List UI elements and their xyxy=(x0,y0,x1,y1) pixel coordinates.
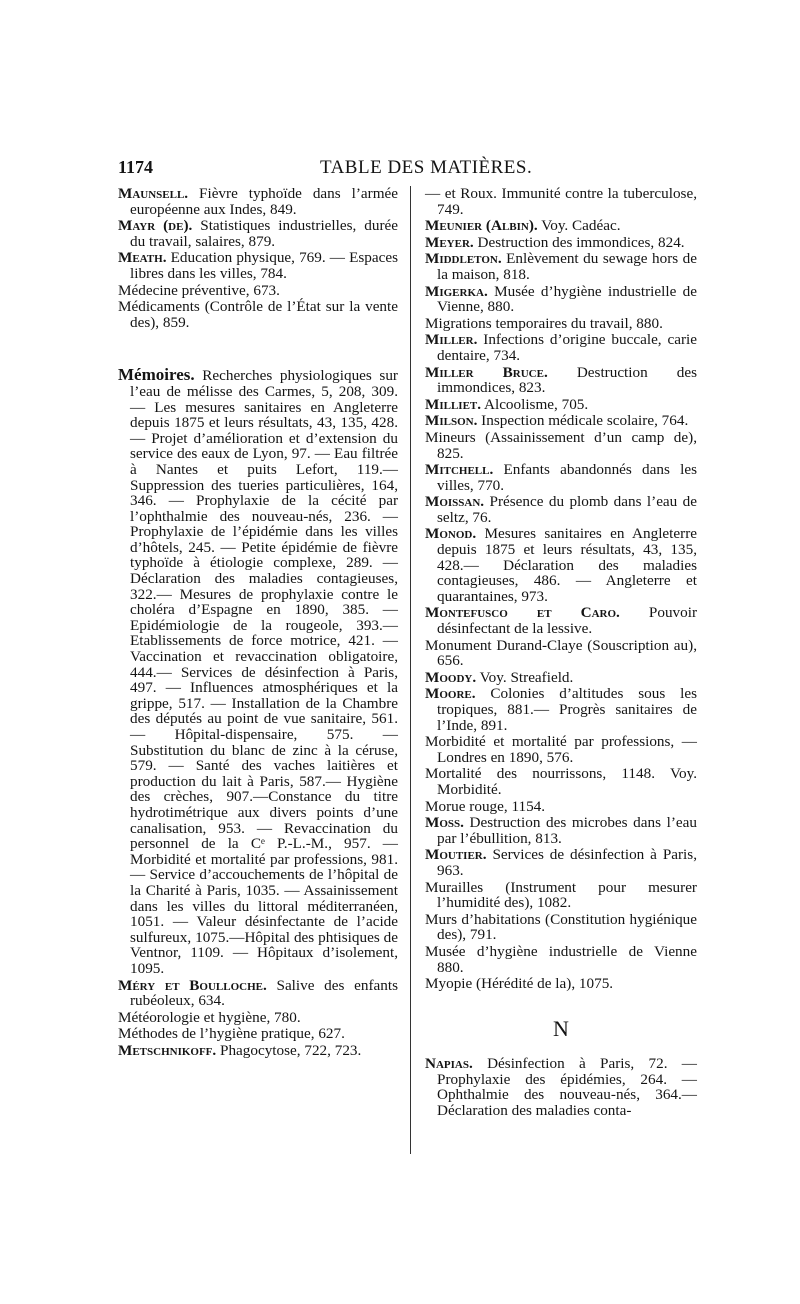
index-entry: — et Roux. Immunité contre la tuberculose, 749. xyxy=(425,185,697,218)
right-group-2 xyxy=(425,1056,697,1118)
page-number: 1174 xyxy=(118,157,154,177)
index-entry: Morbidité et mortalité par professions, — Londres en 1890, 576. xyxy=(425,733,697,766)
index-entry: Morue rouge, 1154. xyxy=(425,797,546,815)
index-entry: Milson. Inspection médicale scolaire, 764. xyxy=(425,412,689,430)
index-entry: Moissan. Présence du plomb dans l’eau de seltz, 76. xyxy=(425,493,697,526)
index-entry: Méry et Boulloche. Salive des enfants rubéoleux, 634. xyxy=(118,976,398,1010)
left-column xyxy=(118,186,398,1059)
index-entry: Moss. Destruction des microbes dans l’eau par l’ébullition, 813. xyxy=(425,814,697,847)
index-entry: Meunier (Albin). Voy. Cadéac. xyxy=(425,217,621,235)
index-entry: Météorologie et hygiène, 780. xyxy=(118,1008,301,1026)
index-entry: Méthodes de l’hygiène pratique, 627. xyxy=(118,1025,345,1043)
index-entry: Myopie (Hérédité de la), 1075. xyxy=(425,975,614,993)
index-entry: Monod. Mesures sanitaires en Angleterre depuis 1875 et leurs résultats, 43, 135, 428.— Déclaration des maladies contagieuses, 486. — Angleterre et quarantaines, 973. xyxy=(425,525,697,605)
index-entry: Mitchell. Enfants abandonnés dans les villes, 770. xyxy=(425,461,697,494)
index-entry-memoires: Mémoires. Recherches physiologiques sur l’eau de mélisse des Carmes, 5, 208, 309. — Les mesures sanitaires en Angleterre depuis 1875 et leurs résultats, 43, 135, 428. — Projet d’amélioration et d’extension du service des eaux de Lyon, 97. — Eau filtrée à Nantes et puits Lefort, 119.— Suppression des tueries particulières, 164, 346. — Prophylaxie de la cécité par l’ophthalmie des nouveau-nés, 236. — Prophylaxie de l’épidémie dans les villes d’hôtels, 245. — Petite épidémie de fièvre typhoïde à étiologie complexe, 289. — Déclaration des maladies contagieuses, 322.— Mesures de prophylaxie contre le choléra d’Espagne en 1890, 385. — Epidémiologie de la rougeole, 393.— Etablissements de force motrice, 421. — Vaccination et revaccination obligatoire, 444.— Services de désinfection à Paris, 497. — Influences atmosphériques et la grippe, 517. — Installation de la Chambre des députés au point de vue sanitaire, 561. — Hôpital-dispensaire, 575. — Substitution du blanc de zinc à la céruse, 579. — Santé des vaches laitières et production du lait à Paris, 587.— Hygiène des crèches, 907.—Constance du titre hydrotimétrique aux divers points d’une canalisation, 953. — Revaccination du personnel de la Cᵉ P.-L.-M., 957. — Morbidité et mortalité par professions, 981. — Service d’accouchements de l’hôpital de la Charité à Paris, 1035. — Assainissement dans les villes du littoral méditerranéen, 1051. — Valeur désinfectante de l’acide sulfureux, 1075.—Hôpital des phtisiques de Ventnor, 1109. — Hôpitaux d’isolement, 1095. xyxy=(118,365,398,977)
index-entry: Monument Durand-Claye (Souscription au), 656. xyxy=(425,636,697,670)
index-entry: Maunsell. Fièvre typhoïde dans l’armée européenne aux Indes, 849. xyxy=(118,185,398,218)
index-entry: Médecine préventive, 673. xyxy=(118,281,280,299)
index-entry: Napias. Désinfection à Paris, 72. — Prophylaxie des épidémies, 264. — Ophthalmie des nouveau-nés, 364.— Déclaration des maladies conta- xyxy=(425,1055,697,1120)
index-entry: Murs d’habitations (Constitution hygiénique des), 791. xyxy=(425,910,697,944)
index-entry: Mineurs (Assainissement d’un camp de), 825. xyxy=(425,428,697,462)
index-entry: Moore. Colonies d’altitudes sous les tropiques, 881.— Progrès sanitaires de l’Inde, 891. xyxy=(425,685,697,734)
right-column xyxy=(425,186,697,1120)
index-entry: Musée d’hygiène industrielle de Vienne 880. xyxy=(425,942,697,976)
index-entry: Montefusco et Caro. Pouvoir désinfectant de la lessive. xyxy=(425,604,697,638)
index-entry: Médicaments (Contrôle de l’État sur la vente des), 859. xyxy=(118,298,398,331)
index-entry: Mayr (de). Statistiques industrielles, durée du travail, salaires, 879. xyxy=(118,217,398,250)
index-entry: Meath. Education physique, 769. — Espaces libres dans les villes, 784. xyxy=(118,249,398,282)
page-header xyxy=(118,157,698,181)
index-entry: Meyer. Destruction des immondices, 824. xyxy=(425,233,685,251)
running-title: TABLE DES MATIÈRES. xyxy=(320,157,533,178)
index-entry: Miller. Infections d’origine buccale, carie dentaire, 734. xyxy=(425,331,697,364)
index-entry: Middleton. Enlèvement du sewage hors de la maison, 818. xyxy=(425,250,697,283)
spacer xyxy=(118,331,398,367)
index-entry: Miller Bruce. Destruction des immondices, 823. xyxy=(425,363,697,397)
index-entry: Migerka. Musée d’hygiène industrielle de Vienne, 880. xyxy=(425,282,697,316)
index-entry: Mortalité des nourrissons, 1148. Voy. Morbidité. xyxy=(425,765,697,798)
index-entry: Metschnikoff. Phagocytose, 722, 723. xyxy=(118,1041,362,1059)
letter-section-heading: N xyxy=(553,1015,569,1041)
left-group-2 xyxy=(118,978,398,1059)
index-entry: Milliet. Alcoolisme, 705. xyxy=(425,395,589,413)
index-entry: Murailles (Instrument pour mesurer l’humidité des), 1082. xyxy=(425,878,697,912)
index-entry: Migrations temporaires du travail, 880. xyxy=(425,314,663,332)
column-divider xyxy=(410,186,411,1154)
right-group-1 xyxy=(425,186,697,992)
index-entry: Moutier. Services de désinfection à Paris, 963. xyxy=(425,846,697,879)
left-group-1 xyxy=(118,186,398,330)
index-entry: Moody. Voy. Streafield. xyxy=(425,668,574,686)
